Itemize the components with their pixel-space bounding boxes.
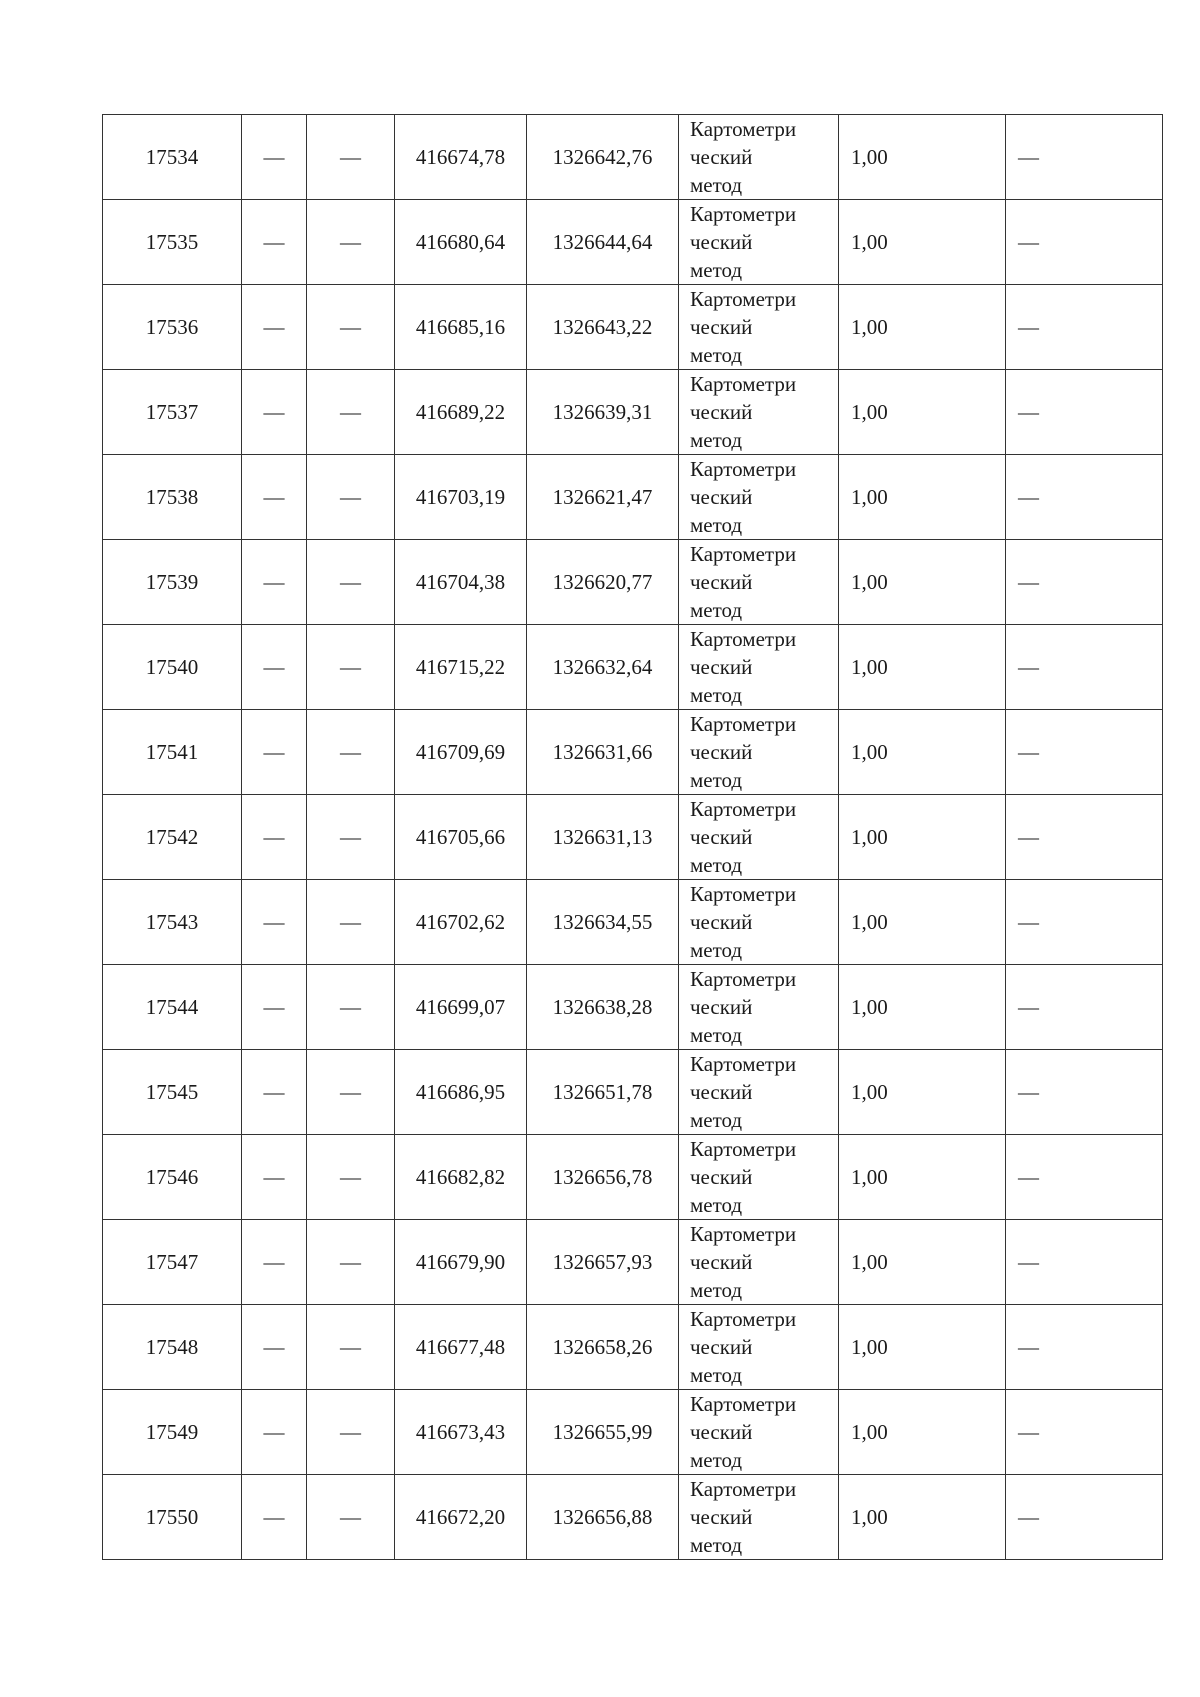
method-text-line: Картометри	[690, 1052, 797, 1076]
method-cell	[679, 200, 839, 285]
method-text-line: метод	[690, 173, 743, 197]
y-coordinate-cell: 1326644,64	[527, 200, 679, 285]
method-cell	[679, 115, 839, 200]
table-row	[103, 965, 1163, 1050]
description-cell: —	[1006, 1305, 1163, 1390]
table-row	[103, 1305, 1163, 1390]
method-cell	[679, 1220, 839, 1305]
empty-value-cell: —	[242, 285, 307, 370]
accuracy-cell: 1,00	[839, 1135, 1006, 1220]
y-coordinate-cell: 1326631,13	[527, 795, 679, 880]
empty-value-cell: —	[307, 285, 395, 370]
point-number-cell: 17541	[103, 710, 242, 795]
accuracy-cell: 1,00	[839, 1390, 1006, 1475]
x-coordinate-cell: 416673,43	[395, 1390, 527, 1475]
method-text-line: ческий	[690, 230, 753, 254]
y-coordinate-cell: 1326621,47	[527, 455, 679, 540]
empty-value-cell: —	[307, 795, 395, 880]
description-cell: —	[1006, 1135, 1163, 1220]
method-text-line: метод	[690, 938, 743, 962]
method-cell	[679, 625, 839, 710]
x-coordinate-cell: 416677,48	[395, 1305, 527, 1390]
description-cell: —	[1006, 200, 1163, 285]
empty-value-cell: —	[307, 455, 395, 540]
point-number-cell: 17547	[103, 1220, 242, 1305]
point-number-cell: 17535	[103, 200, 242, 285]
accuracy-cell: 1,00	[839, 1475, 1006, 1560]
table-row	[103, 710, 1163, 795]
empty-value-cell: —	[307, 1390, 395, 1475]
point-number-cell: 17537	[103, 370, 242, 455]
point-number-cell: 17544	[103, 965, 242, 1050]
method-text-line: ческий	[690, 1420, 753, 1444]
table-body	[103, 115, 1163, 1560]
method-text-line: метод	[690, 853, 743, 877]
method-text-line: Картометри	[690, 712, 797, 736]
y-coordinate-cell: 1326658,26	[527, 1305, 679, 1390]
description-cell: —	[1006, 370, 1163, 455]
y-coordinate-cell: 1326620,77	[527, 540, 679, 625]
point-number-cell: 17548	[103, 1305, 242, 1390]
method-text-line: метод	[690, 1278, 743, 1302]
method-cell	[679, 285, 839, 370]
method-text-line: ческий	[690, 1335, 753, 1359]
method-text-line: ческий	[690, 400, 753, 424]
empty-value-cell: —	[307, 1050, 395, 1135]
method-text-line: ческий	[690, 1250, 753, 1274]
table-row	[103, 1220, 1163, 1305]
table-row	[103, 625, 1163, 710]
method-cell	[679, 1135, 839, 1220]
method-text-line: метод	[690, 1363, 743, 1387]
empty-value-cell: —	[242, 965, 307, 1050]
coordinates-table	[102, 114, 1163, 1560]
method-cell	[679, 370, 839, 455]
method-text-line: Картометри	[690, 372, 797, 396]
empty-value-cell: —	[242, 710, 307, 795]
method-text-line: Картометри	[690, 882, 797, 906]
point-number-cell: 17542	[103, 795, 242, 880]
y-coordinate-cell: 1326639,31	[527, 370, 679, 455]
method-text-line: метод	[690, 1533, 743, 1557]
accuracy-cell: 1,00	[839, 625, 1006, 710]
description-cell: —	[1006, 540, 1163, 625]
method-text-line: метод	[690, 1448, 743, 1472]
empty-value-cell: —	[307, 965, 395, 1050]
empty-value-cell: —	[307, 1475, 395, 1560]
table-row	[103, 795, 1163, 880]
method-text-line: Картометри	[690, 287, 797, 311]
method-text-line: метод	[690, 768, 743, 792]
method-text-line: Картометри	[690, 967, 797, 991]
x-coordinate-cell: 416703,19	[395, 455, 527, 540]
empty-value-cell: —	[242, 370, 307, 455]
accuracy-cell: 1,00	[839, 455, 1006, 540]
empty-value-cell: —	[242, 200, 307, 285]
y-coordinate-cell: 1326655,99	[527, 1390, 679, 1475]
point-number-cell: 17536	[103, 285, 242, 370]
description-cell: —	[1006, 795, 1163, 880]
empty-value-cell: —	[242, 540, 307, 625]
method-text-line: Картометри	[690, 457, 797, 481]
point-number-cell: 17540	[103, 625, 242, 710]
x-coordinate-cell: 416715,22	[395, 625, 527, 710]
table-row	[103, 455, 1163, 540]
method-text-line: Картометри	[690, 1307, 797, 1331]
accuracy-cell: 1,00	[839, 710, 1006, 795]
table-row	[103, 370, 1163, 455]
method-text-line: метод	[690, 683, 743, 707]
accuracy-cell: 1,00	[839, 795, 1006, 880]
point-number-cell: 17538	[103, 455, 242, 540]
point-number-cell: 17534	[103, 115, 242, 200]
empty-value-cell: —	[307, 115, 395, 200]
description-cell: —	[1006, 115, 1163, 200]
empty-value-cell: —	[242, 880, 307, 965]
point-number-cell: 17539	[103, 540, 242, 625]
method-text-line: Картометри	[690, 542, 797, 566]
x-coordinate-cell: 416674,78	[395, 115, 527, 200]
description-cell: —	[1006, 455, 1163, 540]
method-cell	[679, 540, 839, 625]
table-row	[103, 1135, 1163, 1220]
method-text-line: ческий	[690, 995, 753, 1019]
method-text-line: ческий	[690, 740, 753, 764]
empty-value-cell: —	[242, 1390, 307, 1475]
method-text-line: метод	[690, 428, 743, 452]
empty-value-cell: —	[242, 1050, 307, 1135]
method-cell	[679, 880, 839, 965]
empty-value-cell: —	[307, 1305, 395, 1390]
description-cell: —	[1006, 1220, 1163, 1305]
method-text-line: ческий	[690, 485, 753, 509]
accuracy-cell: 1,00	[839, 200, 1006, 285]
y-coordinate-cell: 1326656,88	[527, 1475, 679, 1560]
method-text-line: Картометри	[690, 1222, 797, 1246]
method-text-line: Картометри	[690, 627, 797, 651]
y-coordinate-cell: 1326638,28	[527, 965, 679, 1050]
empty-value-cell: —	[307, 370, 395, 455]
description-cell: —	[1006, 625, 1163, 710]
empty-value-cell: —	[242, 1475, 307, 1560]
empty-value-cell: —	[307, 880, 395, 965]
method-cell	[679, 455, 839, 540]
y-coordinate-cell: 1326642,76	[527, 115, 679, 200]
empty-value-cell: —	[307, 1220, 395, 1305]
x-coordinate-cell: 416682,82	[395, 1135, 527, 1220]
accuracy-cell: 1,00	[839, 965, 1006, 1050]
method-text-line: Картометри	[690, 1477, 797, 1501]
x-coordinate-cell: 416704,38	[395, 540, 527, 625]
y-coordinate-cell: 1326643,22	[527, 285, 679, 370]
empty-value-cell: —	[307, 625, 395, 710]
accuracy-cell: 1,00	[839, 540, 1006, 625]
empty-value-cell: —	[242, 625, 307, 710]
method-text-line: Картометри	[690, 1392, 797, 1416]
method-text-line: метод	[690, 1193, 743, 1217]
method-text-line: ческий	[690, 1165, 753, 1189]
y-coordinate-cell: 1326634,55	[527, 880, 679, 965]
method-text-line: ческий	[690, 910, 753, 934]
method-cell	[679, 1475, 839, 1560]
empty-value-cell: —	[307, 710, 395, 795]
accuracy-cell: 1,00	[839, 1305, 1006, 1390]
table-row	[103, 1050, 1163, 1135]
method-text-line: метод	[690, 598, 743, 622]
x-coordinate-cell: 416672,20	[395, 1475, 527, 1560]
x-coordinate-cell: 416702,62	[395, 880, 527, 965]
method-text-line: метод	[690, 343, 743, 367]
description-cell: —	[1006, 710, 1163, 795]
method-text-line: метод	[690, 1023, 743, 1047]
method-cell	[679, 795, 839, 880]
method-cell	[679, 710, 839, 795]
method-text-line: метод	[690, 258, 743, 282]
empty-value-cell: —	[242, 115, 307, 200]
method-text-line: ческий	[690, 1080, 753, 1104]
method-text-line: ческий	[690, 1505, 753, 1529]
empty-value-cell: —	[242, 1220, 307, 1305]
point-number-cell: 17546	[103, 1135, 242, 1220]
accuracy-cell: 1,00	[839, 285, 1006, 370]
table-row	[103, 1475, 1163, 1560]
table-row	[103, 200, 1163, 285]
method-text-line: ческий	[690, 315, 753, 339]
description-cell: —	[1006, 1050, 1163, 1135]
description-cell: —	[1006, 1475, 1163, 1560]
x-coordinate-cell: 416679,90	[395, 1220, 527, 1305]
method-cell	[679, 1305, 839, 1390]
table-row	[103, 880, 1163, 965]
accuracy-cell: 1,00	[839, 880, 1006, 965]
description-cell: —	[1006, 965, 1163, 1050]
point-number-cell: 17549	[103, 1390, 242, 1475]
empty-value-cell: —	[307, 540, 395, 625]
method-text-line: Картометри	[690, 202, 797, 226]
x-coordinate-cell: 416686,95	[395, 1050, 527, 1135]
accuracy-cell: 1,00	[839, 370, 1006, 455]
empty-value-cell: —	[242, 455, 307, 540]
x-coordinate-cell: 416705,66	[395, 795, 527, 880]
table-row	[103, 540, 1163, 625]
method-text-line: ческий	[690, 825, 753, 849]
y-coordinate-cell: 1326656,78	[527, 1135, 679, 1220]
point-number-cell: 17550	[103, 1475, 242, 1560]
empty-value-cell: —	[242, 1135, 307, 1220]
description-cell: —	[1006, 285, 1163, 370]
method-text-line: ческий	[690, 570, 753, 594]
empty-value-cell: —	[307, 1135, 395, 1220]
method-cell	[679, 1050, 839, 1135]
table-row	[103, 115, 1163, 200]
accuracy-cell: 1,00	[839, 1220, 1006, 1305]
method-text-line: Картометри	[690, 117, 797, 141]
method-cell	[679, 1390, 839, 1475]
method-cell	[679, 965, 839, 1050]
table-row	[103, 285, 1163, 370]
y-coordinate-cell: 1326632,64	[527, 625, 679, 710]
table-row	[103, 1390, 1163, 1475]
accuracy-cell: 1,00	[839, 1050, 1006, 1135]
empty-value-cell: —	[242, 795, 307, 880]
empty-value-cell: —	[307, 200, 395, 285]
method-text-line: метод	[690, 513, 743, 537]
point-number-cell: 17543	[103, 880, 242, 965]
method-text-line: метод	[690, 1108, 743, 1132]
empty-value-cell: —	[242, 1305, 307, 1390]
y-coordinate-cell: 1326657,93	[527, 1220, 679, 1305]
accuracy-cell: 1,00	[839, 115, 1006, 200]
description-cell: —	[1006, 880, 1163, 965]
x-coordinate-cell: 416689,22	[395, 370, 527, 455]
method-text-line: Картометри	[690, 1137, 797, 1161]
point-number-cell: 17545	[103, 1050, 242, 1135]
y-coordinate-cell: 1326631,66	[527, 710, 679, 795]
method-text-line: Картометри	[690, 797, 797, 821]
method-text-line: ческий	[690, 655, 753, 679]
description-cell: —	[1006, 1390, 1163, 1475]
y-coordinate-cell: 1326651,78	[527, 1050, 679, 1135]
x-coordinate-cell: 416699,07	[395, 965, 527, 1050]
x-coordinate-cell: 416709,69	[395, 710, 527, 795]
x-coordinate-cell: 416685,16	[395, 285, 527, 370]
x-coordinate-cell: 416680,64	[395, 200, 527, 285]
method-text-line: ческий	[690, 145, 753, 169]
